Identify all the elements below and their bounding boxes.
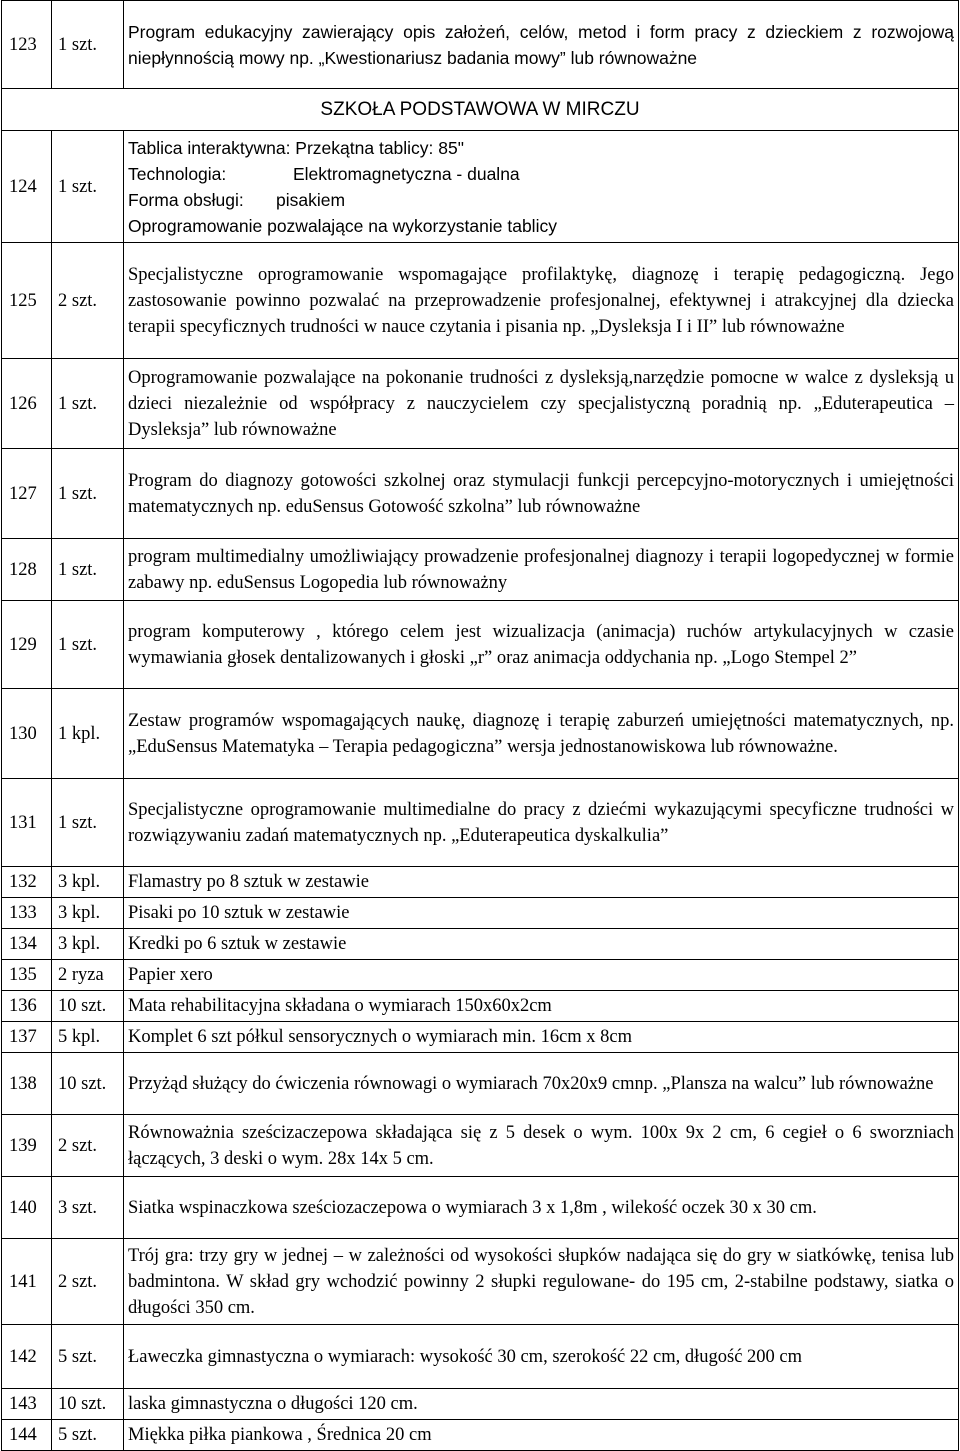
row-description: program multimedialny umożliwiający prowadzenie profesjonalnej diagnozy i terapii logopedycznej w formie zabawy np. eduSensus Logopedia lub równoważny <box>124 539 959 601</box>
row-number: 140 <box>2 1177 52 1239</box>
row-description: Papier xero <box>124 960 959 991</box>
table-row <box>2 898 959 929</box>
row-number: 134 <box>2 929 52 960</box>
spec-value: pisakiem <box>276 189 346 210</box>
row-number: 137 <box>2 1022 52 1053</box>
table-row <box>2 960 959 991</box>
row-number: 139 <box>2 1115 52 1177</box>
table-row <box>2 243 959 359</box>
row-quantity: 1 szt. <box>52 359 124 449</box>
row-quantity: 10 szt. <box>52 1389 124 1420</box>
row-number: 136 <box>2 991 52 1022</box>
row-description: Zestaw programów wspomagających naukę, diagnozę i terapię zaburzeń umiejętności matematycznych, np. „EduSensus Matematyka – Terapia pedagogiczna” wersja jednostanowiskowa lub równoważne. <box>124 689 959 779</box>
spec-line <box>128 161 954 187</box>
row-number: 128 <box>2 539 52 601</box>
row-description: program komputerowy , którego celem jest wizualizacja (animacja) ruchów artykulacyjnych w czasie wymawiania głosek dentalizowanych i głoski „r” oraz animacja oddychania np. „Logo Stempel 2” <box>124 601 959 689</box>
spec-label: Tablica interaktywna: Przekątna tablicy: 85" <box>128 137 464 158</box>
table-row <box>2 539 959 601</box>
row-description: Równoważnia sześcizaczepowa składająca się z 5 desek o wym. 100x 9x 2 cm, 6 cegieł o 6 sworzniach łączących, 3 deski o wym. 28x 14x 5 cm. <box>124 1115 959 1177</box>
row-quantity: 5 szt. <box>52 1420 124 1451</box>
row-number: 123 <box>2 1 52 89</box>
row-number: 138 <box>2 1053 52 1115</box>
table-row <box>2 601 959 689</box>
row-quantity: 2 szt. <box>52 243 124 359</box>
row-number: 131 <box>2 779 52 867</box>
row-description: Miękka piłka piankowa , Średnica 20 cm <box>124 1420 959 1451</box>
row-description: Kredki po 6 sztuk w zestawie <box>124 929 959 960</box>
row-description: Oprogramowanie pozwalające na pokonanie trudności z dysleksją,narzędzie pomocne w walce z dysleksją u dzieci niezależnie od współpracy z nauczycielem czy specjalistyczną poradnią np. „Eduterapeutica – Dysleksja” lub równoważne <box>124 359 959 449</box>
spec-line <box>128 135 954 161</box>
row-quantity: 5 szt. <box>52 1325 124 1389</box>
row-quantity: 2 ryza <box>52 960 124 991</box>
section-heading: SZKOŁA PODSTAWOWA W MIRCZU <box>2 89 959 131</box>
row-quantity: 1 szt. <box>52 449 124 539</box>
items-table <box>1 0 959 1451</box>
table-row <box>2 1115 959 1177</box>
row-description: Program edukacyjny zawierający opis założeń, celów, metod i form pracy z dzieckiem z rozwojową niepłynnością mowy np. „Kwestionariusz badania mowy” lub równoważne <box>124 1 959 89</box>
section-row <box>2 89 959 131</box>
row-number: 124 <box>2 131 52 243</box>
row-description: Specjalistyczne oprogramowanie wspomagające profilaktykę, diagnozę i terapię pedagogiczną. Jego zastosowanie powinno pozwalać na przeprowadzenie profesjonalnej, efektywnej i atrakcyjnej dla dziecka terapii specyficznych trudności w nauce czytania i pisania np. „Dysleksja I i II” lub równoważne <box>124 243 959 359</box>
table-row <box>2 1022 959 1053</box>
row-number: 126 <box>2 359 52 449</box>
row-description: Trój gra: trzy gry w jednej – w zależności od wysokości słupków nadająca się do gry w siatkówkę, tenisa lub badmintona. W skład gry wchodzić powinny 2 słupki regulowane- do 195 cm, 2-stabilne podstawy, siatka o długości 350 cm. <box>124 1239 959 1325</box>
row-quantity: 10 szt. <box>52 1053 124 1115</box>
row-number: 133 <box>2 898 52 929</box>
row-description: Program do diagnozy gotowości szkolnej oraz stymulacji funkcji percepcyjno-motorycznych i umiejętności matematycznych np. eduSensus Gotowość szkolna” lub równoważne <box>124 449 959 539</box>
row-number: 129 <box>2 601 52 689</box>
spec-line <box>128 213 954 239</box>
spec-label: Oprogramowanie pozwalające na wykorzystanie tablicy <box>128 215 557 236</box>
row-quantity: 1 szt. <box>52 131 124 243</box>
row-quantity: 5 kpl. <box>52 1022 124 1053</box>
table-row <box>2 359 959 449</box>
table-row <box>2 1053 959 1115</box>
row-description: Pisaki po 10 sztuk w zestawie <box>124 898 959 929</box>
row-quantity: 1 szt. <box>52 779 124 867</box>
row-quantity: 3 kpl. <box>52 867 124 898</box>
row-quantity: 10 szt. <box>52 991 124 1022</box>
row-number: 127 <box>2 449 52 539</box>
table-row <box>2 449 959 539</box>
row-quantity: 3 szt. <box>52 1177 124 1239</box>
table-row <box>2 1389 959 1420</box>
spec-line <box>128 187 954 213</box>
spec-label: Forma obsługi: <box>128 189 244 210</box>
row-quantity: 3 kpl. <box>52 898 124 929</box>
row-description: Przyżąd służący do ćwiczenia równowagi o wymiarach 70x20x9 cmnp. „Plansza na walcu” lub równoważne <box>124 1053 959 1115</box>
table-row <box>2 867 959 898</box>
row-quantity: 1 kpl. <box>52 689 124 779</box>
row-description <box>124 131 959 243</box>
row-quantity: 2 szt. <box>52 1239 124 1325</box>
table-row <box>2 991 959 1022</box>
table-row <box>2 1420 959 1451</box>
row-number: 132 <box>2 867 52 898</box>
spec-value: Elektromagnetyczna - dualna <box>293 163 520 184</box>
table-row <box>2 131 959 243</box>
row-number: 142 <box>2 1325 52 1389</box>
row-quantity: 3 kpl. <box>52 929 124 960</box>
row-quantity: 1 szt. <box>52 1 124 89</box>
table-row <box>2 689 959 779</box>
table-row <box>2 1177 959 1239</box>
row-number: 125 <box>2 243 52 359</box>
row-number: 135 <box>2 960 52 991</box>
row-quantity: 1 szt. <box>52 539 124 601</box>
row-description: Flamastry po 8 sztuk w zestawie <box>124 867 959 898</box>
table-row <box>2 1 959 89</box>
table-row <box>2 779 959 867</box>
row-description: Mata rehabilitacyjna składana o wymiarach 150x60x2cm <box>124 991 959 1022</box>
row-number: 141 <box>2 1239 52 1325</box>
table-row <box>2 1239 959 1325</box>
table-row <box>2 929 959 960</box>
row-description: Siatka wspinaczkowa sześciozaczepowa o wymiarach 3 x 1,8m , wilekość oczek 30 x 30 cm. <box>124 1177 959 1239</box>
row-description: laska gimnastyczna o długości 120 cm. <box>124 1389 959 1420</box>
row-quantity: 2 szt. <box>52 1115 124 1177</box>
row-description: Komplet 6 szt półkul sensorycznych o wymiarach min. 16cm x 8cm <box>124 1022 959 1053</box>
row-quantity: 1 szt. <box>52 601 124 689</box>
row-description: Ławeczka gimnastyczna o wymiarach: wysokość 30 cm, szerokość 22 cm, długość 200 cm <box>124 1325 959 1389</box>
table-row <box>2 1325 959 1389</box>
row-number: 130 <box>2 689 52 779</box>
row-description: Specjalistyczne oprogramowanie multimedialne do pracy z dziećmi wykazującymi specyficzne trudności w rozwiązywaniu zadań matematycznych np. „Eduterapeutica dyskalkulia” <box>124 779 959 867</box>
row-number: 144 <box>2 1420 52 1451</box>
spec-label: Technologia: <box>128 163 227 184</box>
row-number: 143 <box>2 1389 52 1420</box>
